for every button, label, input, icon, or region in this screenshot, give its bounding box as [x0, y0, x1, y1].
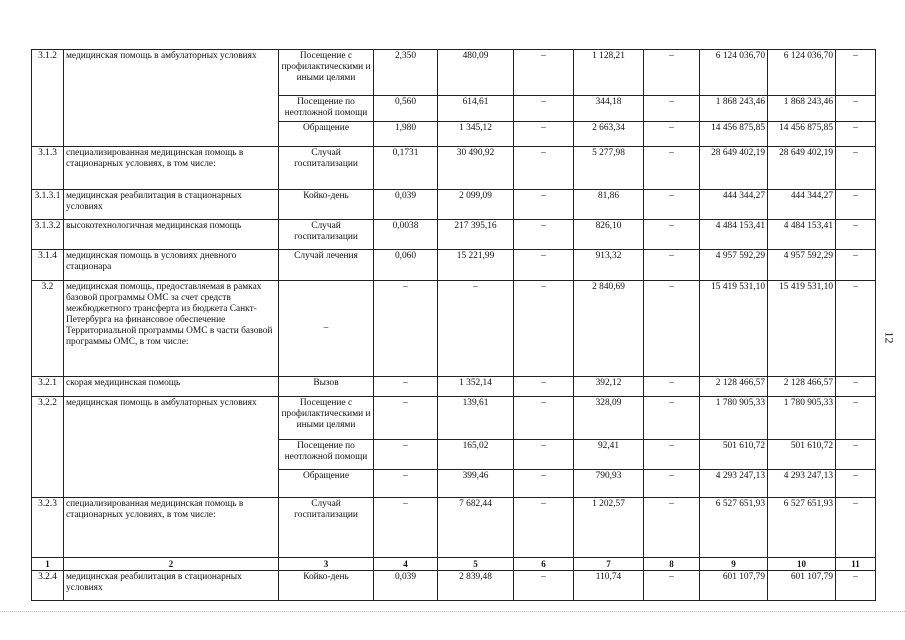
row-unit: Обращение — [279, 122, 374, 147]
cell-col8: – — [644, 281, 700, 377]
row-unit: Вызов — [279, 377, 374, 397]
row-number: 3.2.3 — [32, 498, 64, 558]
cell-col10: 28 649 402,19 — [768, 147, 836, 190]
row-number: 3.2.4 — [32, 571, 64, 601]
cell-col7: 2 663,34 — [574, 122, 644, 147]
row-unit: Случай госпитализации — [279, 498, 374, 558]
cell-col9: 4 484 153,41 — [700, 220, 768, 250]
row-name: медицинская помощь в условиях дневного стационара — [64, 250, 279, 281]
cell-col5: 217 395,16 — [438, 220, 514, 250]
cell-col10: 501 610,72 — [768, 440, 836, 470]
cell-col11: – — [836, 190, 876, 220]
cell-col11: – — [836, 397, 876, 440]
cell-col7: 1 128,21 — [574, 50, 644, 96]
column-number: 8 — [644, 558, 700, 571]
cell-col10: 6 527 651,93 — [768, 498, 836, 558]
column-number: 2 — [64, 558, 279, 571]
cell-col10: 1 868 243,46 — [768, 96, 836, 122]
row-unit: Койко-день — [279, 571, 374, 601]
cell-col5: 139,61 — [438, 397, 514, 440]
column-number: 4 — [374, 558, 438, 571]
cell-col7: 328,09 — [574, 397, 644, 440]
cell-col8: – — [644, 190, 700, 220]
cell-col7: 392,12 — [574, 377, 644, 397]
cell-col7: 1 202,57 — [574, 498, 644, 558]
cell-col6: – — [514, 122, 574, 147]
row-unit: Койко-день — [279, 190, 374, 220]
cell-col9: 1 868 243,46 — [700, 96, 768, 122]
column-numbers-row — [32, 558, 876, 571]
cell-col11: – — [836, 571, 876, 601]
cell-col9: 4 957 592,29 — [700, 250, 768, 281]
cell-col5: 2 099,09 — [438, 190, 514, 220]
cell-col8: – — [644, 220, 700, 250]
row-name: специализированная медицинская помощь в стационарных условиях, в том числе: — [64, 147, 279, 190]
cell-col9: 444 344,27 — [700, 190, 768, 220]
cell-col6: – — [514, 281, 574, 377]
cell-col9: 2 128 466,57 — [700, 377, 768, 397]
column-number: 1 — [32, 558, 64, 571]
row-number: 3.2.2 — [32, 397, 64, 498]
cell-col4: – — [374, 470, 438, 498]
row-name: медицинская помощь, предоставляемая в рамках базовой программы ОМС за счет средств межбюджетного трансферта из бюджета Санкт-Петербурга на финансовое обеспечение Территориальной программы ОМС в части базовой программы ОМС, в том числе: — [64, 281, 279, 377]
cell-col8: – — [644, 377, 700, 397]
cell-col7: 344,18 — [574, 96, 644, 122]
cell-col4: – — [374, 281, 438, 377]
cell-col7: 5 277,98 — [574, 147, 644, 190]
cell-col6: – — [514, 397, 574, 440]
table-row — [32, 498, 876, 558]
row-name: медицинская помощь в амбулаторных условиях — [64, 50, 279, 147]
table-row — [32, 571, 876, 601]
cell-col9: 6 124 036,70 — [700, 50, 768, 96]
cell-col5: – — [438, 281, 514, 377]
cell-col5: 30 490,92 — [438, 147, 514, 190]
cell-col11: – — [836, 440, 876, 470]
cell-col8: – — [644, 147, 700, 190]
row-name: высокотехнологичная медицинская помощь — [64, 220, 279, 250]
cell-col11: – — [836, 377, 876, 397]
cell-col8: – — [644, 498, 700, 558]
cell-col7: 790,93 — [574, 470, 644, 498]
cell-col9: 601 107,79 — [700, 571, 768, 601]
cell-col6: – — [514, 220, 574, 250]
cell-col11: – — [836, 498, 876, 558]
cell-col8: – — [644, 440, 700, 470]
cell-col4: 1,980 — [374, 122, 438, 147]
cell-col10: 2 128 466,57 — [768, 377, 836, 397]
cell-col4: – — [374, 397, 438, 440]
table-row — [32, 50, 876, 96]
cell-col8: – — [644, 250, 700, 281]
row-unit: Случай госпитализации — [279, 220, 374, 250]
cell-col8: – — [644, 470, 700, 498]
cell-col5: 614,61 — [438, 96, 514, 122]
row-number: 3.1.3.2 — [32, 220, 64, 250]
cell-col11: – — [836, 220, 876, 250]
row-unit: Посещение с профилактическими и иными целями — [279, 397, 374, 440]
cell-col7: 92,41 — [574, 440, 644, 470]
cell-col6: – — [514, 147, 574, 190]
column-number: 5 — [438, 558, 514, 571]
cell-col5: 399,46 — [438, 470, 514, 498]
column-number: 6 — [514, 558, 574, 571]
row-name: медицинская реабилитация в стационарных условиях — [64, 571, 279, 601]
table-row — [32, 397, 876, 440]
cell-col11: – — [836, 250, 876, 281]
row-unit: Случай лечения — [279, 250, 374, 281]
cell-col11: – — [836, 470, 876, 498]
column-number: 11 — [836, 558, 876, 571]
row-name: медицинская реабилитация в стационарных условиях — [64, 190, 279, 220]
cell-col9: 6 527 651,93 — [700, 498, 768, 558]
cell-col6: – — [514, 250, 574, 281]
cell-col6: – — [514, 96, 574, 122]
cell-col8: – — [644, 397, 700, 440]
row-unit: Посещение по неотложной помощи — [279, 96, 374, 122]
column-number: 7 — [574, 558, 644, 571]
row-name: медицинская помощь в амбулаторных условиях — [64, 397, 279, 498]
column-number: 9 — [700, 558, 768, 571]
row-number: 3.1.3 — [32, 147, 64, 190]
cell-col9: 4 293 247,13 — [700, 470, 768, 498]
scan-edge-divider — [0, 611, 905, 612]
row-unit: Обращение — [279, 470, 374, 498]
cell-col7: 913,32 — [574, 250, 644, 281]
cell-col10: 15 419 531,10 — [768, 281, 836, 377]
cell-col5: 1 345,12 — [438, 122, 514, 147]
table-row — [32, 190, 876, 220]
cell-col6: – — [514, 190, 574, 220]
cell-col4: 0,560 — [374, 96, 438, 122]
cell-col5: 7 682,44 — [438, 498, 514, 558]
cell-col4: 0,1731 — [374, 147, 438, 190]
cell-col8: – — [644, 50, 700, 96]
cell-col7: 110,74 — [574, 571, 644, 601]
cell-col4: 0,0038 — [374, 220, 438, 250]
cell-col9: 15 419 531,10 — [700, 281, 768, 377]
cell-col6: – — [514, 498, 574, 558]
cell-col4: 0,039 — [374, 190, 438, 220]
row-unit: Посещение с профилактическими и иными целями — [279, 50, 374, 96]
cell-col5: 2 839,48 — [438, 571, 514, 601]
cell-col10: 4 484 153,41 — [768, 220, 836, 250]
cell-col11: – — [836, 50, 876, 96]
cell-col11: – — [836, 147, 876, 190]
cell-col9: 14 456 875,85 — [700, 122, 768, 147]
cell-col6: – — [514, 440, 574, 470]
cell-col5: 480,09 — [438, 50, 514, 96]
row-name: скорая медицинская помощь — [64, 377, 279, 397]
row-number: 3.2 — [32, 281, 64, 377]
column-number: 3 — [279, 558, 374, 571]
cell-col10: 4 293 247,13 — [768, 470, 836, 498]
cell-col10: 444 344,27 — [768, 190, 836, 220]
cell-col6: – — [514, 377, 574, 397]
table-row — [32, 220, 876, 250]
cell-col5: 15 221,99 — [438, 250, 514, 281]
cell-col10: 6 124 036,70 — [768, 50, 836, 96]
tariff-table — [31, 49, 876, 601]
cell-col7: 2 840,69 — [574, 281, 644, 377]
cell-col10: 601 107,79 — [768, 571, 836, 601]
cell-col9: 1 780 905,33 — [700, 397, 768, 440]
table-row — [32, 147, 876, 190]
cell-col6: – — [514, 470, 574, 498]
table-row — [32, 377, 876, 397]
row-number: 3.2.1 — [32, 377, 64, 397]
cell-col10: 4 957 592,29 — [768, 250, 836, 281]
cell-col8: – — [644, 96, 700, 122]
cell-col8: – — [644, 122, 700, 147]
cell-col7: 81,86 — [574, 190, 644, 220]
cell-col9: 501 610,72 — [700, 440, 768, 470]
cell-col10: 14 456 875,85 — [768, 122, 836, 147]
cell-col10: 1 780 905,33 — [768, 397, 836, 440]
cell-col4: – — [374, 498, 438, 558]
row-number: 3.1.4 — [32, 250, 64, 281]
cell-col11: – — [836, 96, 876, 122]
row-unit: – — [279, 281, 374, 377]
cell-col4: – — [374, 440, 438, 470]
cell-col4: – — [374, 377, 438, 397]
row-unit: Посещение по неотложной помощи — [279, 440, 374, 470]
cell-col11: – — [836, 281, 876, 377]
row-number: 3.1.3.1 — [32, 190, 64, 220]
table-row — [32, 250, 876, 281]
row-unit: Случай госпитализации — [279, 147, 374, 190]
cell-col6: – — [514, 50, 574, 96]
cell-col5: 1 352,14 — [438, 377, 514, 397]
column-number: 10 — [768, 558, 836, 571]
cell-col11: – — [836, 122, 876, 147]
cell-col4: 2,350 — [374, 50, 438, 96]
row-name: специализированная медицинская помощь в стационарных условиях, в том числе: — [64, 498, 279, 558]
cell-col6: – — [514, 571, 574, 601]
cell-col9: 28 649 402,19 — [700, 147, 768, 190]
cell-col5: 165,02 — [438, 440, 514, 470]
table-row — [32, 281, 876, 377]
cell-col4: 0,060 — [374, 250, 438, 281]
cell-col7: 826,10 — [574, 220, 644, 250]
cell-col4: 0,039 — [374, 571, 438, 601]
cell-col8: – — [644, 571, 700, 601]
row-number: 3.1.2 — [32, 50, 64, 147]
page-number: 12 — [882, 331, 897, 344]
